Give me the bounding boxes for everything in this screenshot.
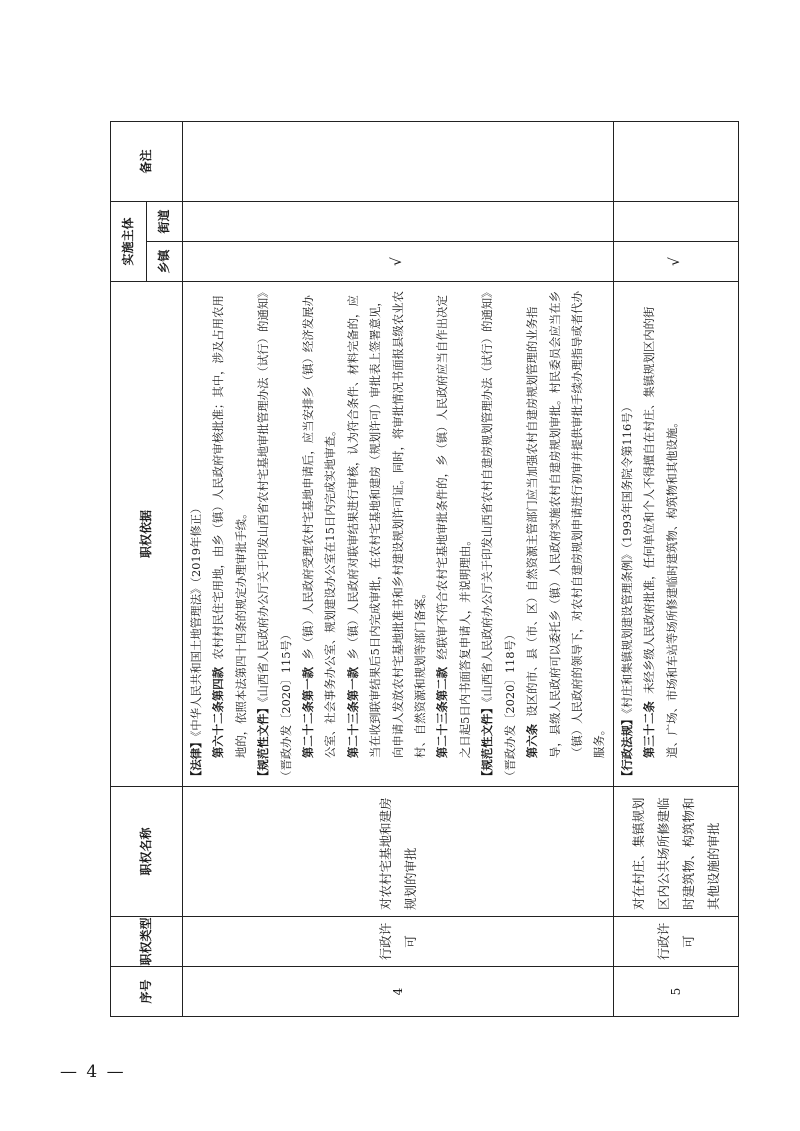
header-row: [111, 121, 147, 1016]
authority-table: [110, 121, 739, 1017]
row-town-check: √: [183, 242, 614, 282]
basis-title: 《中华人民共和国土地管理法》（2019年修正）: [189, 502, 203, 737]
row-remark: [613, 121, 738, 201]
page-number: — 4 —: [60, 1062, 126, 1082]
basis-title: 《山西省人民政府办公厅关于印发山西省农村自建房规划管理办法（试行）的通知》（晋政办发〔2020〕118号）: [480, 286, 517, 782]
header-basis: 职权依据: [111, 282, 183, 787]
article-text: 未经乡级人民政府批准，任何单位和个人不得擅自在村庄、集镇规划区内的街道、广场、市场和车站等场所修建临时建筑物、构筑物和其他设施。: [642, 306, 679, 759]
basis-tag: 【行政法规】: [619, 713, 634, 782]
row-seq: 5: [613, 967, 738, 1017]
article-no: 第六十二条第四款: [211, 666, 226, 759]
article-no: 第六条: [525, 723, 540, 759]
row-town-check: √: [613, 242, 738, 282]
article-text: 经联审不符合农村宅基地审批条件的，乡（镇）人民政府应当自作出决定之日起5日内书面答复申请人，并说明理由。: [435, 295, 472, 759]
row-basis: [613, 282, 738, 787]
basis-tag: 【规范性文件】: [480, 702, 495, 782]
article-no: 第三十二条: [642, 701, 657, 759]
basis-article: [521, 286, 611, 782]
basis-title: 《山西省人民政府办公厅关于印发山西省农村宅基地审批管理办法（试行）的通知》（晋政办发〔2020〕115号）: [256, 286, 293, 782]
rotated-table-page: [110, 122, 721, 1017]
row-type: 行政许可: [613, 917, 738, 967]
basis-tag: 【规范性文件】: [256, 702, 271, 782]
basis-block: [185, 286, 207, 782]
article-text: 乡（镇）人民政府受理农村宅基地申请后，应当安排乡（镇）经济发展办公室、社会事务办公室、规划建设办公室在15日内完成实地审查。: [301, 295, 338, 759]
header-name: 职权名称: [111, 787, 183, 917]
row-type: 行政许可: [183, 917, 614, 967]
header-impl: 实施主体: [111, 201, 147, 281]
row-name: 对农村宅基地和建房规划的审批: [183, 787, 614, 917]
basis-title: 《村庄和集镇规划建设管理条例》（1993年国务院令第116号）: [619, 400, 634, 714]
article-text: 设区的市、县（市、区）自然资源主管部门应当加强农村自建房规划管理的业务指导，县级人民政府可以委托乡（镇）人民政府实施农村自建房规划审批。村民委员会应当在乡（镇）人民政府的领导下，对农村自建房规划申请进行初审并提供审批手续办理指导或者代办服务。: [525, 291, 607, 759]
article-text: 乡（镇）人民政府对联审结果进行审核，认为符合条件、材料完备的，应当在收到联审结果后5日内完成审批，在农村宅基地和建房（规划许可）审批表上签署意见，向申请人发放农村宅基地批准书和乡村建设规划许可证。同时，将审批情况书面报县级农业农村、自然资源和规划等部门备案。: [345, 291, 428, 759]
row-street: [613, 201, 738, 241]
article-no: 第二十三条第一款: [345, 666, 360, 759]
row-basis: [183, 282, 614, 787]
basis-article: [207, 286, 252, 782]
article-no: 第二十三条第二款: [435, 666, 450, 759]
basis-block: [476, 286, 521, 782]
basis-article: [638, 286, 683, 782]
article-text: 农村村民住宅用地，由乡（镇）人民政府审核批准；其中，涉及占用农用地的，依照本法第四十四条的规定办理审批手续。: [211, 295, 248, 759]
basis-article: [431, 286, 476, 782]
table-row: [183, 121, 614, 1016]
row-seq: 4: [183, 967, 614, 1017]
header-town: 乡镇: [147, 242, 183, 282]
basis-block: [252, 286, 297, 782]
basis-article: [297, 286, 342, 782]
header-remark: 备注: [111, 121, 183, 201]
basis-tag: 【法律】: [189, 736, 203, 782]
row-remark: [183, 121, 614, 201]
article-no: 第二十二条第一款: [301, 666, 316, 759]
header-seq: 序号: [111, 967, 183, 1017]
basis-block: [616, 286, 638, 782]
row-name: 对在村庄、集镇规划区内公共场所修建临时建筑物、构筑物和其他设施的审批: [613, 787, 738, 917]
basis-article: [342, 286, 432, 782]
header-street: 街道: [147, 201, 183, 241]
row-street: [183, 201, 614, 241]
table-row: [613, 121, 738, 1016]
header-type: 职权类型: [111, 917, 183, 967]
